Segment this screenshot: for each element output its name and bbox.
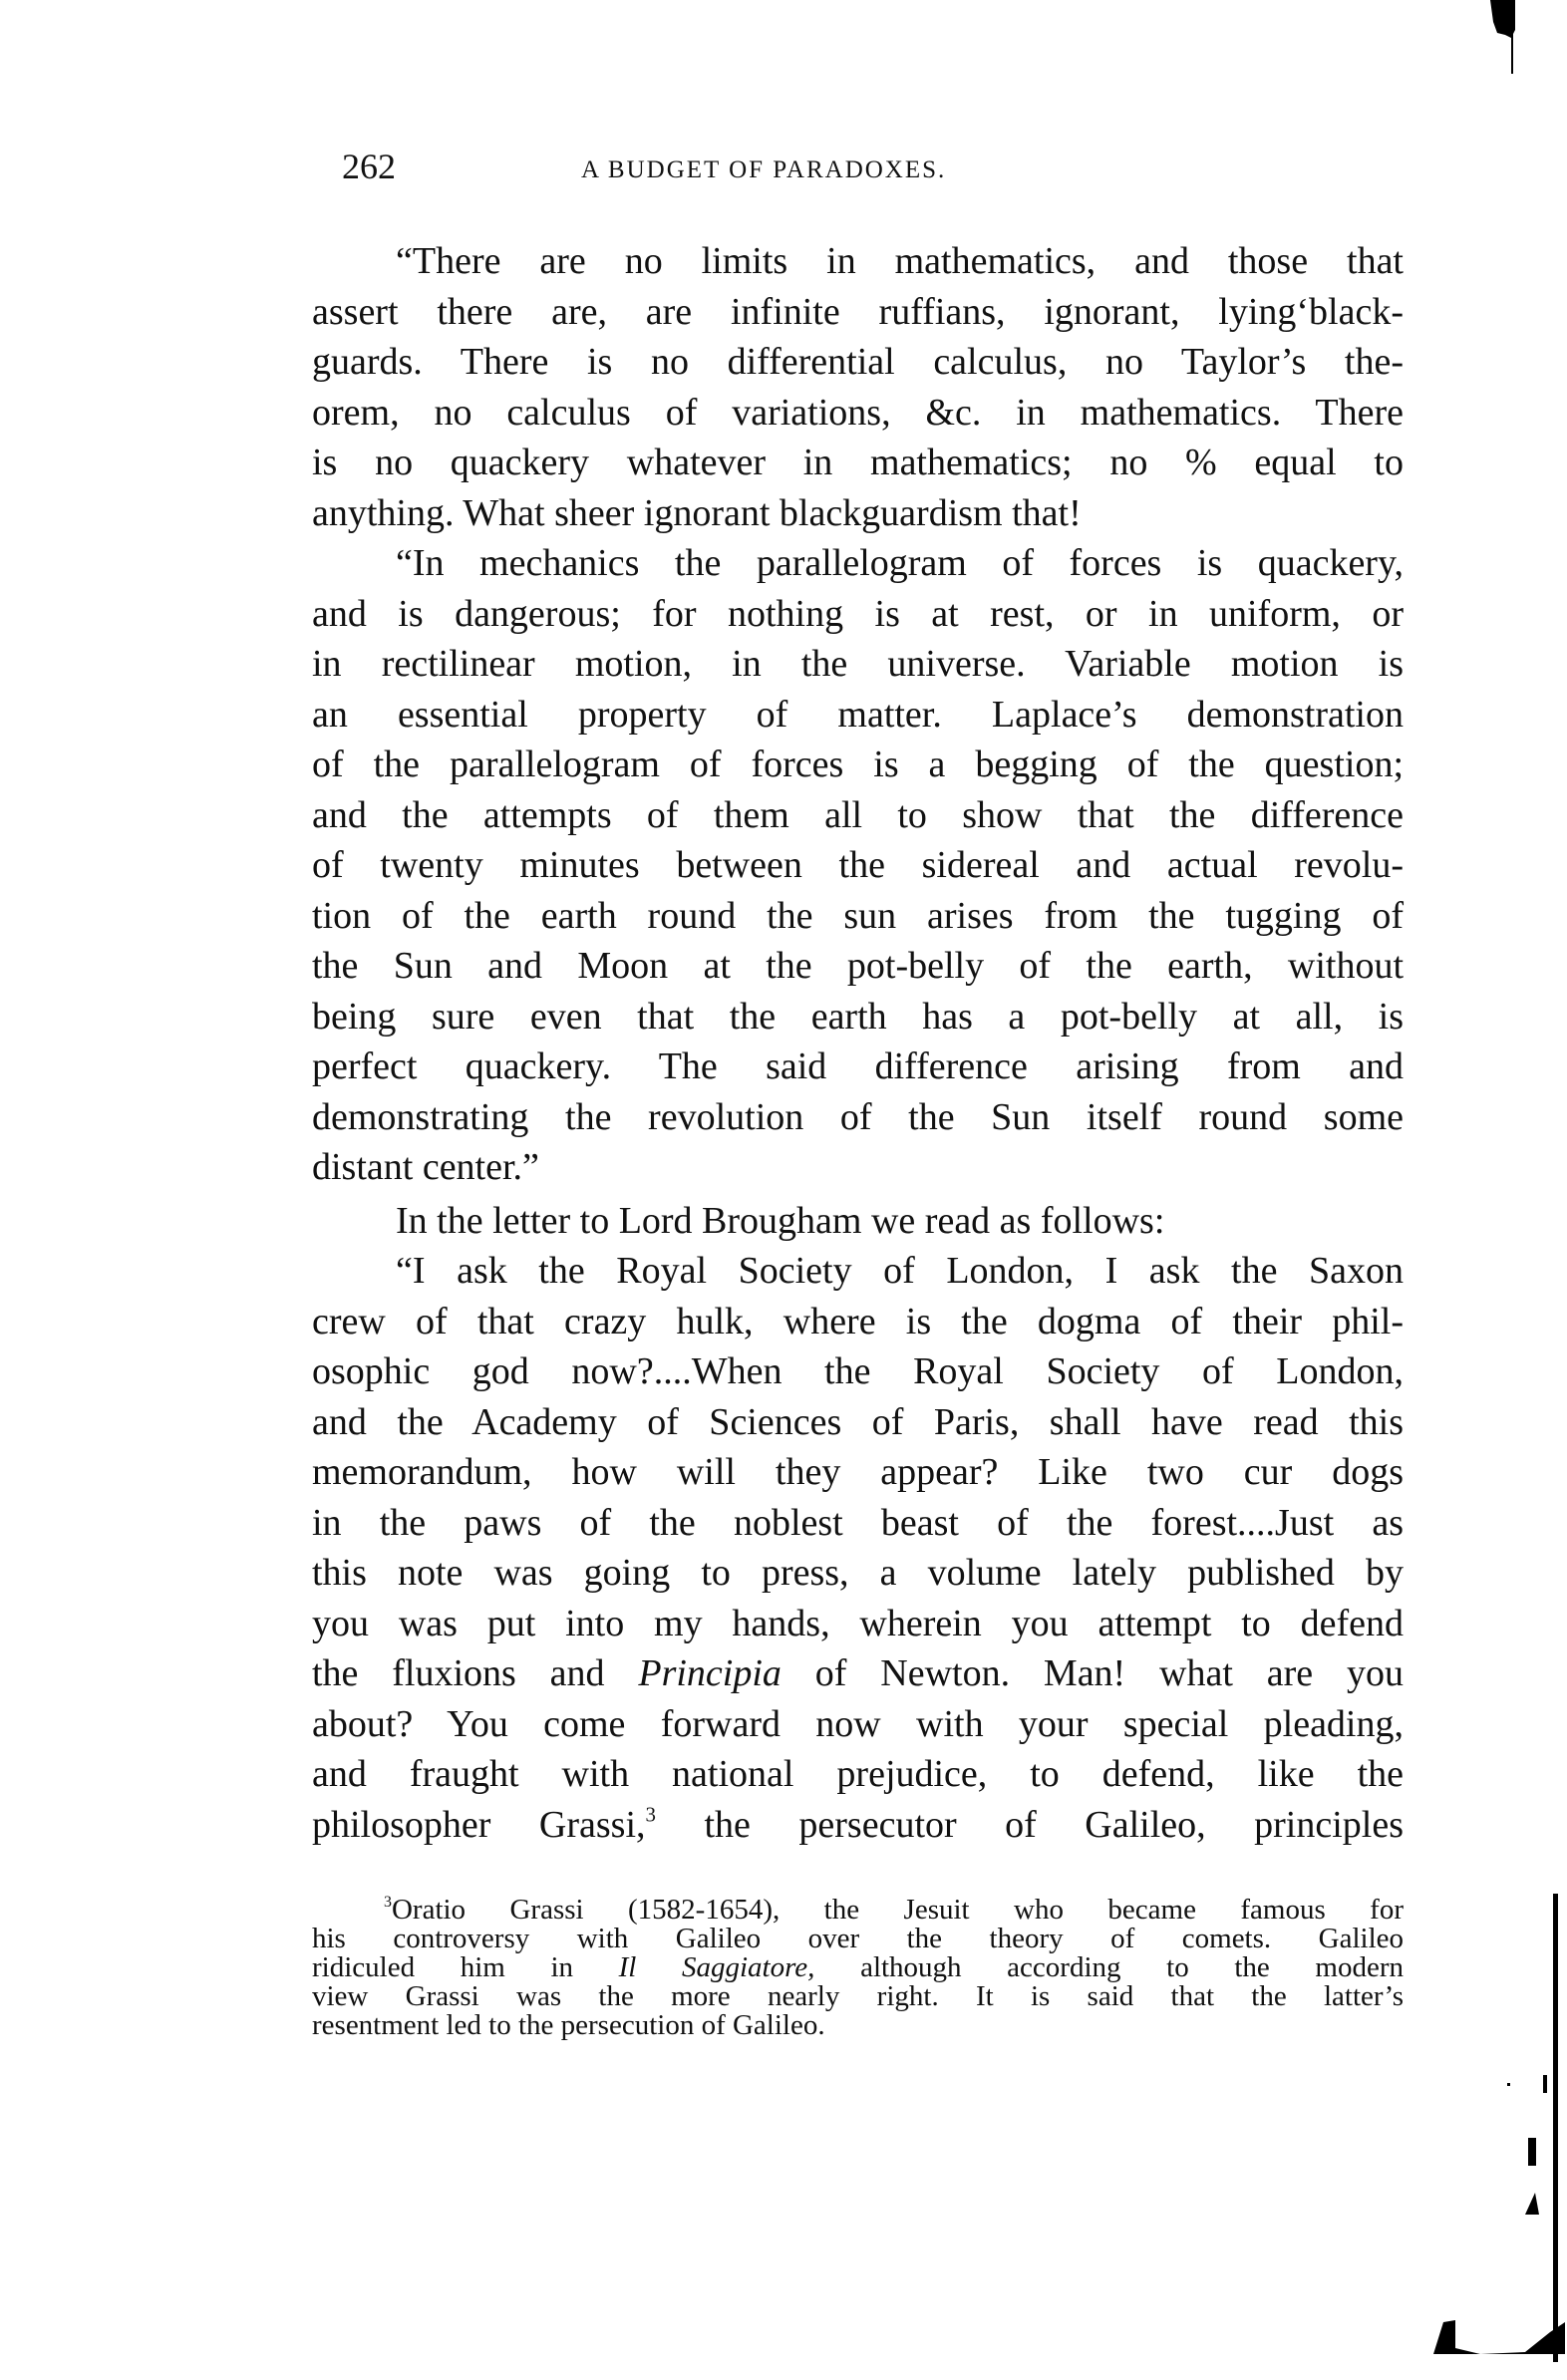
text-line: guards. There is no differential calculus, no Taylor’s the- <box>312 341 1404 383</box>
page-number: 262 <box>342 147 396 186</box>
text-line: you was put into my hands, wherein you attempt to defend <box>312 1602 1404 1644</box>
text-line: and the attempts of them all to show that the difference <box>312 793 1404 836</box>
text-line: is no quackery whatever in mathematics; no % equal to <box>312 442 1404 483</box>
text-line: tion of the earth round the sun arises from the tugging of <box>312 894 1404 937</box>
scan-edge-mark-icon <box>1485 0 1525 75</box>
text-line: perfect quackery. The said difference arising from and <box>312 1045 1404 1087</box>
text-segment: Oratio Grassi (1582-1654), the Jesuit who became famous for <box>391 1894 1404 1926</box>
text-line: “I ask the Royal Society of London, I ask the Saxon <box>396 1250 1404 1292</box>
italic-title-principia: Principia <box>638 1652 782 1694</box>
text-line: In the letter to Lord Brougham we read as follows: <box>396 1199 1165 1242</box>
text-line: anything. What sheer ignorant blackguardism that! <box>312 491 1082 534</box>
text-line: being sure even that the earth has a pot-belly at all, is <box>312 995 1404 1038</box>
text-line: in rectilinear motion, in the universe. Variable motion is <box>312 643 1404 685</box>
text-segment: ridiculed him in <box>312 1951 619 1983</box>
text-line: and the Academy of Sciences of Paris, shall have read this <box>312 1400 1404 1443</box>
text-segment: although according to the modern <box>814 1951 1404 1983</box>
footnote-line <box>312 1896 1404 1925</box>
footnote <box>312 1896 1404 2040</box>
text-line: crew of that crazy hulk, where is the dogma of their phil- <box>312 1300 1404 1342</box>
text-line: assert there are, are infinite ruffians, ignorant, lying‘black- <box>312 290 1404 333</box>
text-line: this note was going to press, a volume lately published by <box>312 1552 1404 1594</box>
text-line: about? You come forward now with your special pleading, <box>312 1702 1404 1745</box>
text-line: orem, no calculus of variations, &c. in mathematics. There <box>312 391 1404 434</box>
running-head <box>312 145 1404 194</box>
text-line: “In mechanics the parallelogram of forces is quackery, <box>396 542 1404 584</box>
footnote-line: view Grassi was the more nearly right. It is said that the latter’s <box>312 1980 1404 2012</box>
text-line: and is dangerous; for nothing is at rest, or in uniform, or <box>312 592 1404 635</box>
text-line: “There are no limits in mathematics, and those that <box>396 240 1404 282</box>
text-segment: of Newton. Man! what are you <box>781 1652 1404 1694</box>
running-title: A BUDGET OF PARADOXES. <box>581 156 947 183</box>
footnote-line: his controversy with Galileo over the theory of comets. Galileo <box>312 1923 1404 1954</box>
footnote-line <box>312 1953 1404 1982</box>
text-line: in the paws of the noblest beast of the forest....Just as <box>312 1501 1404 1544</box>
footnote-reference[interactable]: 3 <box>645 1801 656 1826</box>
text-line: of the parallelogram of forces is a begging of the question; <box>312 744 1404 785</box>
footnote-line: resentment led to the persecution of Galileo. <box>312 2009 825 2041</box>
footnote-marker: 3 <box>384 1894 392 1912</box>
text-line: an essential property of matter. Laplace’s demonstration <box>312 693 1404 736</box>
text-line <box>312 1648 1404 1699</box>
text-line: distant center.” <box>312 1146 539 1188</box>
text-line: of twenty minutes between the sidereal and actual revolu- <box>312 844 1404 886</box>
text-line: memorandum, how will they appear? Like two cur dogs <box>312 1451 1404 1493</box>
italic-title-il-saggiatore: Il Saggiatore, <box>618 1951 815 1983</box>
text-line <box>312 1800 1404 1851</box>
scan-edge-mark-icon <box>1425 1894 1567 2380</box>
text-line: demonstrating the revolution of the Sun itself round some <box>312 1095 1404 1138</box>
text-segment: philosopher Grassi, <box>312 1803 646 1846</box>
text-line: osophic god now?....When the Royal Society of London, <box>312 1350 1404 1392</box>
book-page <box>312 145 1404 2041</box>
text-segment: the persecutor of Galileo, principles <box>655 1803 1404 1846</box>
text-segment: the fluxions and <box>312 1652 639 1694</box>
text-line: and fraught with national prejudice, to defend, like the <box>312 1753 1404 1795</box>
body-text <box>312 236 1404 1850</box>
text-line: the Sun and Moon at the pot-belly of the earth, without <box>312 945 1404 987</box>
